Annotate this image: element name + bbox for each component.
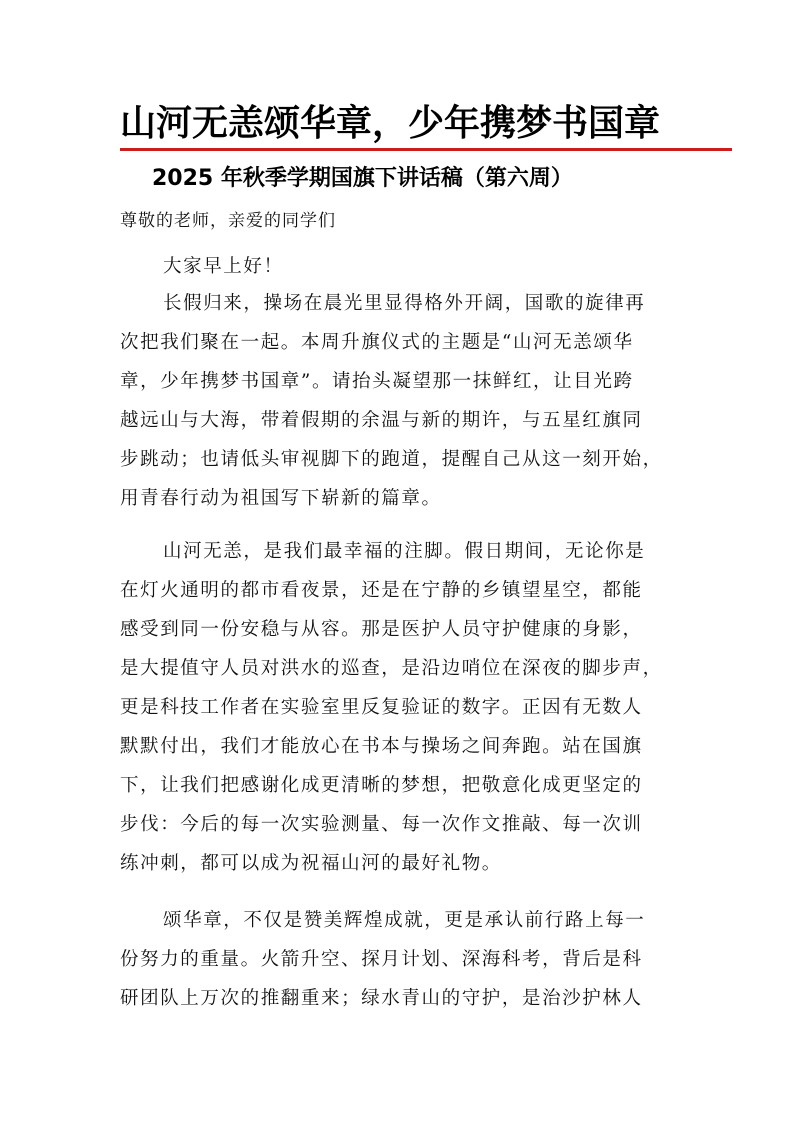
body-line: 用青春行动为祖国写下崭新的篇章。 [120,488,442,509]
body-line: 是大提值守人员对洪水的巡查，是沿边哨位在深夜的脚步声， [120,658,663,679]
body-line: 山河无恙，是我们最幸福的注脚。假日期间，无论你是 [163,541,646,562]
body-line: 步伐：今后的每一次实验测量、每一次作文推敲、每一次训 [120,814,643,835]
body-line: 次把我们聚在一起。本周升旗仪式的主题是“山河无恙颂华 [120,332,634,353]
body-line: 研团队上万次的推翻重来；绿水青山的守护，是治沙护林人 [120,988,643,1009]
body-line: 越远山与大海，带着假期的余温与新的期许，与五星红旗同 [120,410,643,431]
body-line: 感受到同一份安稳与从容。那是医护人员守护健康的身影， [120,619,643,640]
body-line: 份努力的重量。火箭升空、探月计划、深海科考，背后是科 [120,949,643,970]
body-line: 章，少年携梦书国章”。请抬头凝望那一抹鲜红，让目光跨 [120,371,634,392]
title-underline [120,148,732,151]
document-title: 山河无恙颂华章，少年携梦书国章 [120,103,661,144]
greeting-line: 大家早上好！ [163,256,284,277]
body-line: 颂华章，不仅是赞美辉煌成就，更是承认前行路上每一 [163,910,646,931]
body-line: 默默付出，我们才能放心在书本与操场之间奔跑。站在国旗 [120,736,643,757]
body-line: 练冲刺，都可以成为祝福山河的最好礼物。 [120,853,502,874]
salutation: 尊敬的老师，亲爱的同学们 [120,211,336,231]
body-line: 长假归来，操场在晨光里显得格外开阔，国歌的旋律再 [163,293,646,314]
body-line: 在灯火通明的都市看夜景，还是在宁静的乡镇望星空，都能 [120,580,643,601]
document-subtitle: 2025 年秋季学期国旗下讲话稿（第六周） [152,166,573,191]
body-line: 步跳动；也请低头审视脚下的跑道，提醒自己从这一刻开始， [120,449,663,470]
body-line: 下，让我们把感谢化成更清晰的梦想，把敬意化成更坚定的 [120,775,643,796]
body-line: 更是科技工作者在实验室里反复验证的数字。正因有无数人 [120,697,643,718]
